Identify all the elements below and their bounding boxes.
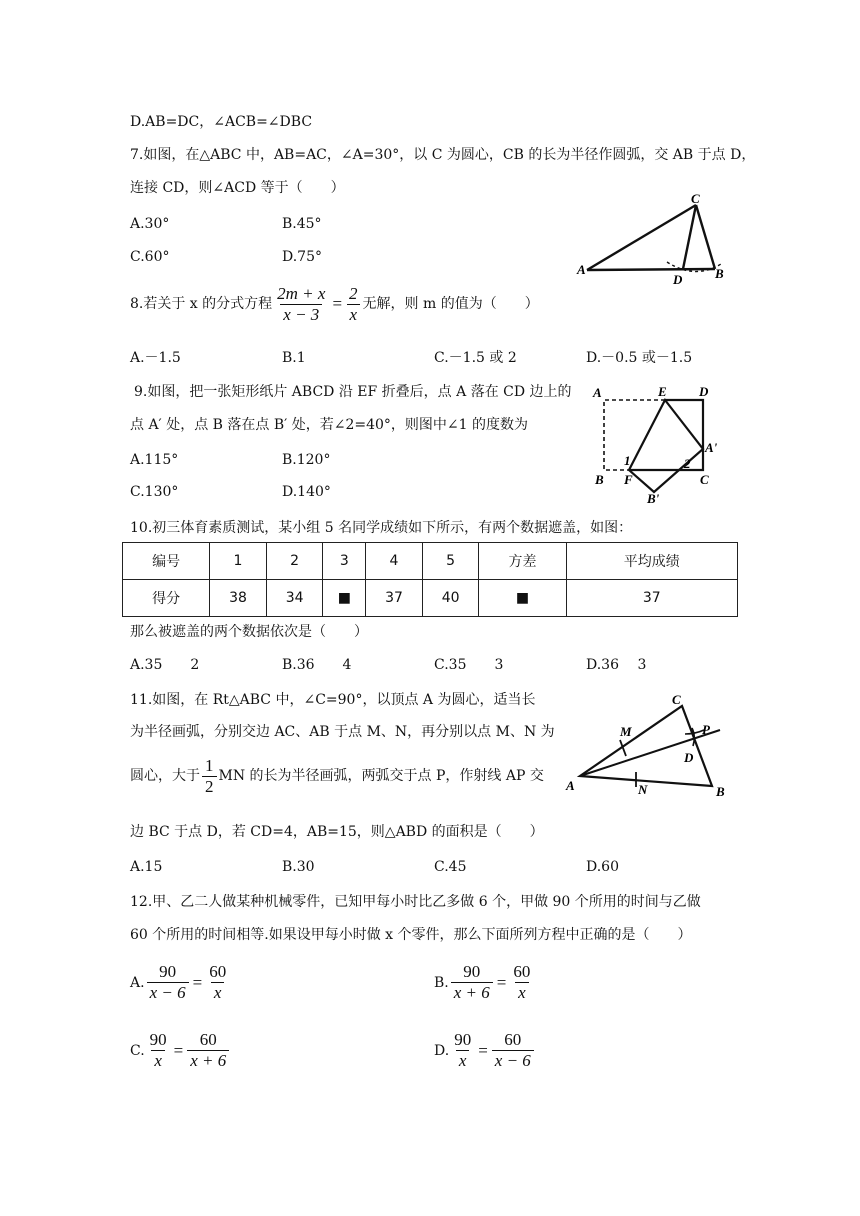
q11-line3-prefix: 圆心，大于 [130,768,200,784]
q7-label-d: D [673,272,683,287]
q12-stem-line1: 12.甲、乙二人做某种机械零件，已知甲每小时比乙多做 6 个，甲做 90 个所用的时间与乙做 [130,894,701,910]
q7-option-b[interactable]: B.45° [282,216,322,232]
q6-option-d: D.AB=DC，∠ACB=∠DBC [130,114,313,130]
q10-option-d[interactable]: D.36 3 [586,657,647,673]
q9-label-f: F [624,472,633,487]
q8-rhs-numerator: 2 [349,283,358,303]
q12-c-left-num: 90 [149,1030,167,1049]
q9-label-e: E [658,384,667,399]
q11-stem-line4: 边 BC 于点 D，若 CD=4，AB=15，则△ABD 的面积是（ ） [130,824,544,840]
table-cell: 平均成绩 [566,543,737,580]
table-cell: 37 [366,580,423,617]
table-cell: 方差 [479,543,566,580]
q11-option-d[interactable]: D.60 [586,859,619,875]
q12-c-right-num: 60 [199,1030,217,1049]
q11-stem-line2: 为半径画弧，分别交边 AC、AB 于点 M、N，再分别以点 M、N 为 [130,724,555,740]
q9-angle-1: 1 [624,453,631,468]
q7-option-d[interactable]: D.75° [282,249,322,265]
q11-stem-line1: 11.如图，在 Rt△ABC 中，∠C=90°，以顶点 A 为圆心，适当长 [130,692,536,708]
q9-option-a[interactable]: A.115° [130,452,179,468]
q12-c-left-den: x [151,1050,165,1071]
q12-c-right-den: x + 6 [187,1050,229,1071]
q8-lhs-denominator: x − 3 [280,304,322,325]
q11-frac-numerator: 1 [205,755,214,775]
q9-stem-line2: 点 A′ 处，点 B 落在点 B′ 处，若∠2=40°，则图中∠1 的度数为 [130,417,529,433]
q7-option-c[interactable]: C.60° [130,249,170,265]
q12-d-left-den: x [456,1050,470,1071]
table-cell: 5 [422,543,479,580]
q12-option-b[interactable]: B. $\frac{90}{x + 6}$ = $\frac{60}{x}$ [434,962,535,1003]
q8-prefix: 8.若关于 x 的分式方程 [130,296,273,312]
q12-b-right-num: 60 [513,962,531,981]
table-cell: 38 [210,580,267,617]
q8-option-d[interactable]: D.－0.5 或－1.5 [586,350,693,366]
q9-label-d: D [699,384,709,399]
q9-option-c[interactable]: C.130° [130,484,179,500]
q12-option-d[interactable]: D. $\frac{90}{x}$ = $\frac{60}{x - 6}$ [434,1030,536,1071]
q11-stem-line3 [130,754,544,798]
table-cell: 2 [266,543,323,580]
q11-label-c: C [672,692,681,707]
q12-option-a-label: A. [130,974,145,991]
q12-d-left-num: 90 [454,1030,472,1049]
q8-lhs-numerator: 2m + x [277,283,326,303]
q7-triangle-figure [575,192,735,288]
q8-option-c[interactable]: C.－1.5 或 2 [434,350,517,366]
q12-option-d-label: D. [434,1042,450,1059]
q11-frac-denominator: 2 [202,776,217,797]
q9-angle-2: 2 [684,456,691,471]
q8-rhs-denominator: x [347,304,361,325]
q9-label-a-prime: A' [705,440,718,455]
q12-a-right-den: x [211,982,225,1003]
table-cell: 得分 [123,580,210,617]
table-cell: 40 [422,580,479,617]
q12-a-left-num: 90 [159,962,177,981]
table-cell: 34 [266,580,323,617]
table-cell: ■ [323,580,366,617]
table-row [123,543,738,580]
q12-d-right-num: 60 [504,1030,522,1049]
q12-b-left-den: x + 6 [451,982,493,1003]
q12-b-left-num: 90 [463,962,481,981]
q8-lhs-fraction [274,284,328,325]
q9-option-d[interactable]: D.140° [282,484,331,500]
q11-option-c[interactable]: C.45 [434,859,467,875]
q10-stem-line1: 10.初三体育素质测试，某小组 5 名同学成绩如下所示，有两个数据遮盖，如图： [130,520,633,536]
q9-option-b[interactable]: B.120° [282,452,331,468]
q9-label-c: C [700,472,709,487]
q7-option-a[interactable]: A.30° [130,216,170,232]
table-row [123,580,738,617]
q10-stem-line2: 那么被遮盖的两个数据依次是（ ） [130,624,368,640]
q7-stem-line1: 7.如图，在△ABC 中，AB=AC，∠A=30°，以 C 为圆心，CB 的长为半径作圆弧，交 AB 于点 D， [130,147,756,163]
q11-label-a: A [566,778,575,793]
q7-label-c: C [691,192,700,206]
q10-option-a[interactable]: A.35 2 [130,657,200,673]
q12-stem-line2: 60 个所用的时间相等.如果设甲每小时做 x 个零件，那么下面所列方程中正确的是（ ） [130,927,692,943]
q8-option-b[interactable]: B.1 [282,350,306,366]
q8-rhs-fraction [346,284,361,325]
q11-label-d: D [684,750,694,765]
q12-option-c[interactable]: C. $\frac{90}{x}$ = $\frac{60}{x + 6}$ [130,1030,231,1071]
q11-line3-suffix: MN 的长为半径画弧，两弧交于点 P，作射线 AP 交 [218,768,544,784]
q12-a-left-den: x − 6 [147,982,189,1003]
q7-label-a: A [577,262,586,277]
q11-label-p: P [702,722,710,737]
q7-label-b: B [715,266,724,281]
q8-suffix: 无解，则 m 的值为（ ） [362,296,539,312]
q10-score-table [122,542,738,617]
q12-a-right-num: 60 [209,962,227,981]
q11-label-n: N [638,782,648,797]
q11-option-b[interactable]: B.30 [282,859,315,875]
q11-label-b: B [716,784,725,799]
q10-option-b[interactable]: B.36 4 [282,657,352,673]
table-cell: ■ [479,580,566,617]
q12-option-c-label: C. [130,1042,145,1059]
q9-label-b: B [595,472,604,487]
q11-option-a[interactable]: A.15 [130,859,163,875]
q11-half-fraction [202,756,217,797]
q9-stem-line1: 9.如图，把一张矩形纸片 ABCD 沿 EF 折叠后，点 A 落在 CD 边上的 [134,384,572,400]
q12-option-b-label: B. [434,974,449,991]
q8-option-a[interactable]: A.－1.5 [130,350,181,366]
q9-fold-figure [586,382,724,506]
table-cell: 1 [210,543,267,580]
q7-stem-line2: 连接 CD，则∠ACD 等于（ ） [130,180,345,196]
table-cell: 37 [566,580,737,617]
q12-b-right-den: x [515,982,529,1003]
table-cell: 编号 [123,543,210,580]
table-cell: 3 [323,543,366,580]
q8-stem: 8.若关于 x 的分式方程 $\frac{2m + x}{x - 3}$ = $\frac{2}{x}$ 无解，则 m 的值为（ ） [130,282,539,326]
q11-label-m: M [620,724,632,739]
q9-label-b-prime: B' [647,491,660,506]
q10-option-c[interactable]: C.35 3 [434,657,504,673]
q12-d-right-den: x − 6 [492,1050,534,1071]
q9-label-a: A [593,385,602,400]
q11-triangle-figure [560,690,740,802]
q12-option-a[interactable]: A. $\frac{90}{x - 6}$ = $\frac{60}{x}$ [130,962,231,1003]
table-cell: 4 [366,543,423,580]
